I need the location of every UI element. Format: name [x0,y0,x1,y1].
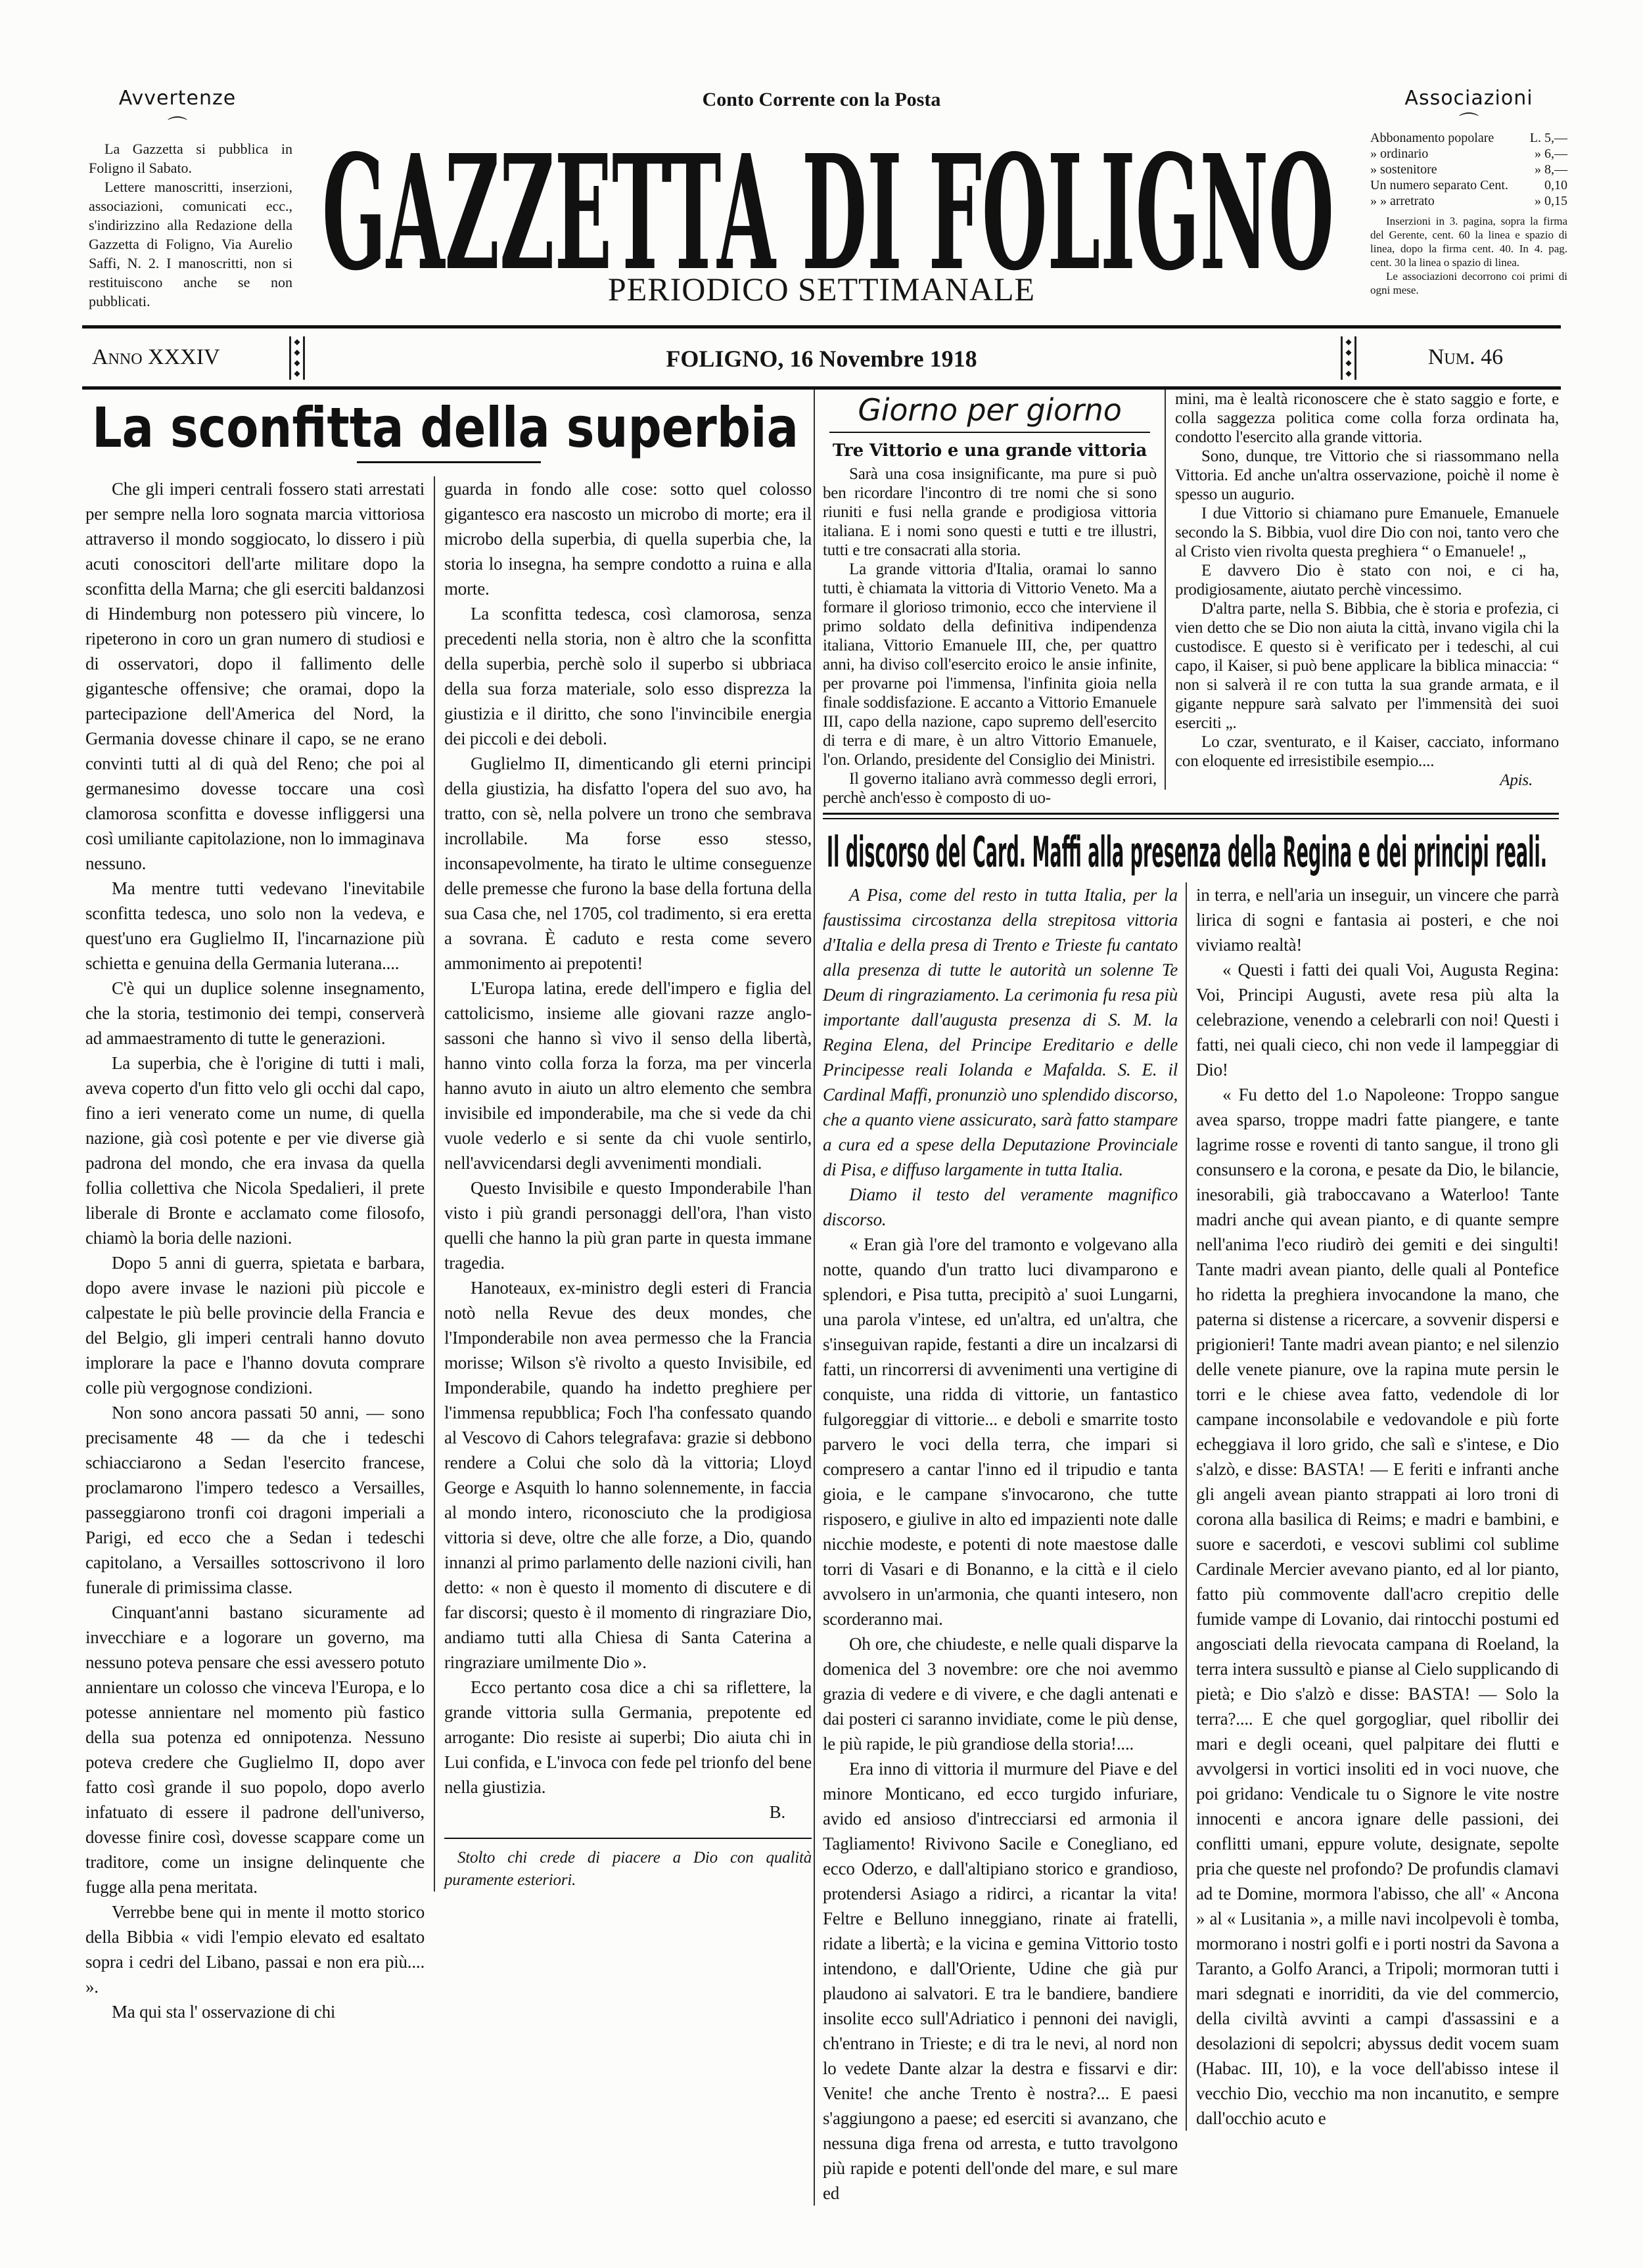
paragraph: La superbia, che è l'origine di tutti i mali, aveva coperto d'un fitto velo gli occhi dal capo, fino a ieri venerato come un nume, di quella nazione, già così potente e per vie diverse già padrona del mondo, che era invasa da quella follia collettiva che Nicola Spedalieri, il prete liberale di Bronte e acclamato come filosofo, chiamò la boria delle nazioni. [85,1053,425,1248]
right-columns [814,390,1559,2206]
masthead-subtitle: PERIODICO SETTIMANALE [607,271,1036,307]
headline-maffi-svg [823,819,1551,878]
paragraph: in terra, e nell'aria un inseguir, un vincere che parrà lirica di sogni e fantasia ai posteri, e che noi viviamo realtà! [1196,885,1559,955]
paragraph: D'altra parte, nella S. Bibbia, che è storia e profezia, ci vien detto che se Dio non aiuta la città, invano vigila chi la custodisce. E questo si è verificato per i tedeschi, al cui capo, il Kaiser, si può bene applicare la biblica minaccia: “ non si salverà il re con tutta la sua grande armata, e il gigante neppure sarà salvato per l'immensità dei suoi eserciti „. [1175,600,1559,732]
intro-paragraph: A Pisa, come del resto in tutta Italia, per la faustissima circostanza della strepitosa vittoria d'Italia e della presa di Trento e Trieste fu cantato alla presenza di tutte le autorità un solenne Te Deum di ringraziamento. La cerimonia fu resa più importante dall'augusta presenza di S. M. la Regina Elena, del Principe Ereditario e delle Principesse reali Iolanda e Mafalda. S. E. il Cardinal Maffi, pronunziò uno splendido discorso, che a quanto viene assicurato, sarà fatto stampare a cura ed a spese della Deputazione Provinciale di Pisa, e diffuso largamente in tutta Italia. [823,885,1178,1179]
paragraph: I due Vittorio si chiamano pure Emanuele, Emanuele secondo la S. Bibbia, vuol dire Dio con noi, tanto vero che al Cristo vien rivolta questa preghiera “ o Emanuele! „ [1175,505,1559,560]
paragraph: C'è qui un duplice solenne insegnamento, che la storia, testimonio dei tempi, conserverà ad ammaestramento di tutte le generazioni. [85,978,425,1048]
paragraph: Il governo italiano avrà commesso degli errori, perchè anch'esso è composto di uo- [823,770,1157,807]
rate-label: Un numero separato Cent. [1370,178,1508,193]
paragraph: L'Europa latina, erede dell'impero e figlia del cattolicismo, insieme alle giovani razze anglo-sassoni che hanno sì vivo il senso della libertà, hanno vinto colla forza la forza, ma per vincerla hanno avuto in aiuto un altro elemento che sembra invisibile ed imponderabile, ma che si vede da chi vuole vederlo e si sente da chi vuole sentirlo, nell'avvicendarsi degli avvenimenti mondiali. [444,978,812,1173]
dots-ornament-icon: ◆ ◆ ◆ ◆ [289,336,305,380]
paragraph: « Eran già l'ore del tramonto e volgevano alla notte, quando d'un tratto luci divamparono e splendori, e Pisa tutta, precipitò a' suoi Lungarni, una parola v'intese, ed un'altra, ed un'altra, che s'inseguivan rapide, festanti a dire un incalzarsi di fatti, un rincorrersi di avvenimenti una vertigine di conquiste, una ridda di vittorie, un fantastico fulgoreggiar di vittorie... e deboli e smarrite tosto parvero le voci della terra, che impari si compresero a cantar l'inno ed il tripudio e tanta gioia, e le campane s'invocarono, che tutte risposero, e giulive in alto ed impazienti note dalle nicchie modeste, e potenti di note maestose dalle torri di Vasari e di Bonanno, e la città e il cielo avvolsero in un'armonia, che quanti intesero, non scorderanno mai. [823,1235,1178,1629]
note: Inserzioni in 3. pagina, sopra la firma del Gerente, cent. 60 la linea e spazio di linea, dopo la firma cent. 40. In 4. pag. cent. 30 la linea o spazio di linea. [1370,215,1567,269]
paragraph: Ma qui sta l' osservazione di chi [112,2002,336,2022]
paragraph: Ma mentre tutti vedevano l'inevitabile sconfitta tedesca, uno solo non la vedeva, e quest'uno era Guglielmo II, l'incarnazione più schietta e genuina della Germania luterana.... [85,878,425,973]
giorno-column-1 [823,390,1165,807]
issue-number: Num. 46 [1427,345,1504,369]
avvertenze-notes [89,139,292,311]
headline-tre-vittorio: Tre Vittorio e una grande vittoria [832,441,1147,461]
paragraph: Questo Invisibile e questo Imponderabile l'han visto i più grandi personaggi dell'ora, l'han visto quelli che hanno la più gran parte in questa immane tragedia. [444,1178,812,1273]
maffi-column-2 [1186,882,1559,2131]
rate-price: » 0,15 [1535,194,1567,208]
dots-ornament-icon: ◆ ◆ ◆ ◆ [1341,336,1356,380]
paragraph: Dopo 5 anni di guerra, spietata e barbara, dopo avere invase le nazioni più piccole e calpestate le più belle provincie della Francia e del Belgio, gli imperi centrali hanno dovuto implorare la pace e l'hanno dovuta comprare colle più vergognose condizioni. [85,1253,425,1397]
note: La Gazzetta si pubblica in Foligno il Sabato. [89,141,292,176]
motto: Stolto chi crede di piacere a Dio con qualità puramente esteriori. [444,1849,812,1889]
rule [829,432,1150,433]
masthead-title: GAZZETTA DI FOLIGNO [322,120,1334,306]
paragraph: Non sono ancora passati 50 anni, — sono precisamente 48 — da che i tedeschi schiacciarono a Sedan l'esercito francese, proclamarono l'impero tedesco a Versailles, passeggiarono tronfi coi dragoni imperiali a Parigi, ed ecco che a Sedan i tedeschi capitolano, a Versailles sottoscrivono il loro funerale di primissima classe. [85,1403,425,1597]
giorno-column-2 [1165,390,1559,790]
paragraph: Che gli imperi centrali fossero stati arrestati per sempre nella loro sognata marcia vittoriosa attraverso il mondo soggiocato, lo dissero i più acuti conoscitori dell'arte militare dopo la sconfitta della Marna; che gli eserciti baldanzosi di Hindemburg non potessero più vincere, lo ripeterono in coro un gran numero di studiosi e di osservatori, dopo il fallimento delle gigantesche offensive; che oramai, dopo la partecipazione dell'America del Nord, la Germania dovesse chinare il capo, se ne erano convinti tutti al di quà del Reno; che poi al germanesimo dovesse toccare una così clamorosa sconfitta e dovesse infliggersi una così umiliante capitolazione, non lo immaginava nessuno. [85,479,425,873]
section-title-giorno: Giorno per giorno [858,392,1122,428]
signature: Apis. [1500,771,1533,789]
rate-row [1370,162,1567,177]
ornament-icon: ⌒ [168,116,187,138]
paragraph: Hanoteaux, ex-ministro degli esteri di Francia notò nella Revue des deux mondes, che l'Imponderabile non avea permesso che la Francia morisse; Wilson s'è rivolto a questo Invisibile, ed Imponderabile, quando ha indetto preghiere per l'immensa repubblica; Foch l'ha confessato quando al Vescovo di Cahors telegrafava: grazie si debbono rendere a Colui che solo dà la vittoria; Lloyd George e Asquith lo hanno solennemente, in faccia al mondo intero, riconosciuto che la prodigiosa vittoria si deve, oltre che alle forze, a Dio, quando innanzi al primo parlamento delle nazioni civili, han detto: « non è questo il momento di discutere e di far discorsi; questo è il momento di ringraziare Dio, andiamo tutti alla Chiesa di Santa Caterina a ringraziare umilmente Dio ». [444,1278,812,1672]
note: Le associazioni decorrono coi primi di ogni mese. [1370,270,1567,296]
headline-sconfitta-svg [85,393,805,459]
sconfitta-column-1 [85,476,434,2024]
rate-label: » » arretrato [1370,194,1435,208]
paragraph: « Fu detto del 1.o Napoleone: Troppo sangue avea sparso, troppe madri fatte piangere, e tante lagrime rosse e roventi di tanto sangue, il trono gli consunsero e la corona, e pesate da Dio, le bilancie, inesorabili, già traboccavano a Waterloo! Tante madri anche qui avean pianto, e di quante sempre nell'anima l'eco riudirò dei gemiti e dei singulti! Tante madri avean pianto, delle quali al Pontefice ho ridetta la preghiera invocandone la mano, che paterna si distense a ricercare, a sovvenir dispersi e prigionieri! Tante madri avean pianto; e nel silenzio delle venete pianure, ove la rapina mute persin le torri e le chiese avea fatto, vedendole di lor campane inconsolabile e vedovandole e più forte echeggiava il loro grido, che salì e s'intese, e Dio s'alzò, e disse: BASTA! — E feriti e infranti anche gli angeli avean pianto strappati ai loro troni di corona alla basilica di Reims; e madri e bambini, e suore e sacerdoti, e vescovi sublimi col sublime Cardinale Mercier avevano pianto, ed al lor pianto, fatto più commovente dall'acro crepitio delle fumide vampe di Lovanio, dai rintocchi postumi ed angosciati della rievocata campana di Roeland, la terra intera sussultò e pianse al Cielo supplicando di pietà; e Dio s'alzò e disse: BASTA! — Solo la terra?.... E che quel gorgogliar, quel ribollir dei mari e degli oceani, quel palpitare dei flutti e avvolgersi in vortici insoliti ed in voci nuove, che poi gridano: Vendicale tu o Signore le vite nostre innocenti e ancora ignare delle passioni, dei conflitti umani, eppure volute, designate, sepolte pria che queste nel profondo? De profundis clamavi ad te Domine, mormora l'abisso, che all' « Ancona » al « Lusitania », a mille navi incolpevoli è tomba, mormorano i nostri golfi e i porti nostri da Savona a Taranto, a Golfo Aranci, a Tripoli; mormoran tutti i mari sdegnati e inorriditi, da vie del commercio, della civiltà avvinti a campi d'assassini e a desolazioni di sepolcri; abyssus dedit vocem suam (Habac. III, 10), e la voce dell'abisso intese il vecchio Dio, vecchio ma non incanutito, e sempre dall'occhio acuto e [1196,1085,1559,2128]
rate-label: » sostenitore [1370,162,1437,177]
rate-row [1370,177,1567,193]
paragraph: « Questi i fatti dei quali Voi, Augusta Regina: Voi, Principi Augusti, avete resa più alta la celebrazione, venendo a celebrarli con noi! Questi i fatti, nei quali cieco, chi non vede il lampeggiar di Dio! [1196,960,1559,1079]
associazioni-rates [1370,130,1567,297]
paragraph: Sarà una cosa insignificante, ma pure si può ben ricordare l'incontro di tre nomi che si sono riuniti e fusi nella grande e prodigiosa vittoria italiana. E i nomi sono questi e tutti e tre illustri, tutti e tre consacrati alla storia. [823,465,1157,559]
rate-price: » 8,— [1535,162,1567,177]
signature: B. [769,1802,785,1822]
paragraph: Guglielmo II, dimenticando gli eterni principi della giustizia, ha disfatto l'opera del suo avo, ha tratto, con sè, nella polvere un trono che sembrava incrollabile. Ma forse esso stesso, inconsapevolmente, ha tirato le ultime conseguenze delle premesse che furono la base della fortuna della sua Casa che, nel 1705, col tradimento, si era eretta a sovrana. È caduto e resta come severo ammonimento ai prepotenti! [444,754,812,973]
intro-paragraph: Diamo il testo del veramente magnifico discorso. [823,1185,1178,1229]
ornament-icon: ⌒ [1459,112,1479,134]
associazioni-label: Associazioni [1404,87,1533,110]
paragraph: mini, ma è lealtà riconoscere che è stato saggio e forte, e colla saggezza politica come colla forza ordinata ha, condotto l'esercito alla grande vittoria. [1175,390,1559,446]
maffi-column-1 [823,882,1186,2206]
paragraph: Ecco pertanto cosa dice a chi sa riflettere, la grande vittoria sulla Germania, prepotente ed arrogante: Dio resiste ai superbi; Dio aiuta chi in Lui confida, e L'invoca con fede pel trionfo del bene nella giustizia. [444,1677,812,1797]
rate-label: Abbonamento popolare [1370,131,1494,145]
headline-maffi: Il discorso del Card. Maffi alla presenza della Regina e dei principi reali. [827,828,1547,877]
year-label: Anno XXXIV [92,345,220,369]
rate-row [1370,146,1567,162]
paragraph: La grande vittoria d'Italia, oramai lo sanno tutti, è chiamata la vittoria di Vittorio Veneto. Ma a formare il glorioso trimonio, ecco che interviene il primo soldato della definitiva indipendenza italiana, Vittorio Emanuele III, che, per quattro anni, ha diviso coll'esercito eroico le ansie infinite, per provarne poi l'immensa, l'infinita gioia nella finale soddisfazione. E accanto a Vittorio Emanuele III, capo della nazione, capo supremo dell'esercito di terra e di mare, è un altro Vittorio Emanuele, l'on. Orlando, presidente del Consiglio dei Ministri. [823,560,1157,769]
conto-corrente-label: Conto Corrente con la Posta [702,89,941,110]
rule [357,461,541,463]
rule [82,325,1561,329]
paragraph: guarda in fondo alle cose: sotto quel colosso gigantesco era nascosto un microbo di morte; era il microbo della superbia, di quella superbia che, la storia lo insegna, ha sempre condotto a ruina e alla morte. [444,479,812,599]
paragraph: Lo czar, sventurato, e il Kaiser, cacciato, informano con eloquente ed irresistibile esempio.... [1175,733,1559,770]
paragraph: Era inno di vittoria il murmure del Piave e del minore Monticano, ed ecco turgido infuriare, avido ed ansioso d'intrecciarsi ed armonia il Tagliamento! Rivivono Sacile e Conegliano, ed ecco Oderzo, e dall'altipiano storico e grandioso, protendersi Asiago a ridirci, a ricantar la vita! Feltre e Belluno inneggiano, rinate ai fratelli, ridate a libertà; e la vicina e gemina Vittorio tosto intendono, e dall'Oriente, Udine che già pur plaudono ai salvatori. E tra le bandiere, bandiere insolite ecco sull'Adriatico i pennoni dei navigli, ch'entrano in Trieste; e di tra le nevi, al nord non lo vedete Dante alzar la destra e fissarvi e dir: Venite! che anche Trento è nostra?... E paesi s'aggiungono a paese; ed eserciti si avanzano, che nessuna diga frena od arresta, e tutto travolgono più rapide e potenti dell'onde del mare, e sul mare ed [823,1759,1178,2203]
dateline: FOLIGNO, 16 Novembre 1918 [666,346,977,372]
rate-label: » ordinario [1370,147,1429,161]
rule [444,1838,812,1839]
note: Lettere manoscritti, inserzioni, associazioni, comunicati ecc., s'indirizzino alla Redazione della Gazzetta di Foligno, Via Aurelio Saffi, N. 2. I manoscritti, non si restituiscono anche se non pubblicati. [89,179,292,309]
sconfitta-article [85,393,812,2024]
paragraph: Verrebbe bene qui in mente il motto storico della Bibbia « vidi l'empio elevato ed esaltato sopra i cedri del Libano, passai e non era più.... ». [85,1902,425,1997]
rate-row [1370,193,1567,209]
paragraph: Sono, dunque, tre Vittorio che si riassommano nella Vittoria. Ed anche un'altra osservazione, poichè il nome è spesso un augurio. [1175,447,1559,503]
rate-price: 0,10 [1544,178,1567,193]
rate-price: L. 5,— [1529,131,1567,145]
rate-row [1370,130,1567,146]
headline-sconfitta: La sconfitta della superbia [92,396,798,460]
avvertenze-label: Avvertenze [118,87,237,110]
paragraph: Oh ore, che chiudeste, e nelle quali disparve la domenica del 3 novembre: ore che noi avemmo grazia di vedere e di vivere, e che dagli antenati e dai posteri ci saranno invidiate, come le più dense, le più rapide, le più grandiose della storia!.... [823,1634,1178,1754]
paragraph: La sconfitta tedesca, così clamorosa, senza precedenti nella storia, non è altro che la sconfitta della superbia, perchè solo il superbo si ubbriaca della sua forza materiale, solo esso disprezza la giustizia e il diritto, che sono l'invincibile energia dei piccoli e dei deboli. [444,604,812,748]
sconfitta-column-2 [434,476,812,1892]
rule [823,813,1559,815]
rate-price: » 6,— [1535,147,1567,161]
paragraph: E davvero Dio è stato con noi, e ci ha, prodigiosamente, aiutato perchè vincessimo. [1175,562,1559,599]
paragraph: Cinquant'anni bastano sicuramente ad invecchiare e a logorare un governo, ma nessuno poteva pensare che essi avessero potuto annientare un colosso che vinceva l'Europa, e lo potesse annientare nel momento più fastico della sua potenza ed onnipotenza. Nessuno poteva credere che Guglielmo II, dopo aver fatto così grande il suo popolo, dopo averlo infatuato di essere il padrone dell'universo, dovesse finire così, dovesse scappare come un traditore, come un insigne delinquente che fugge alla pena meritata. [85,1602,425,1897]
